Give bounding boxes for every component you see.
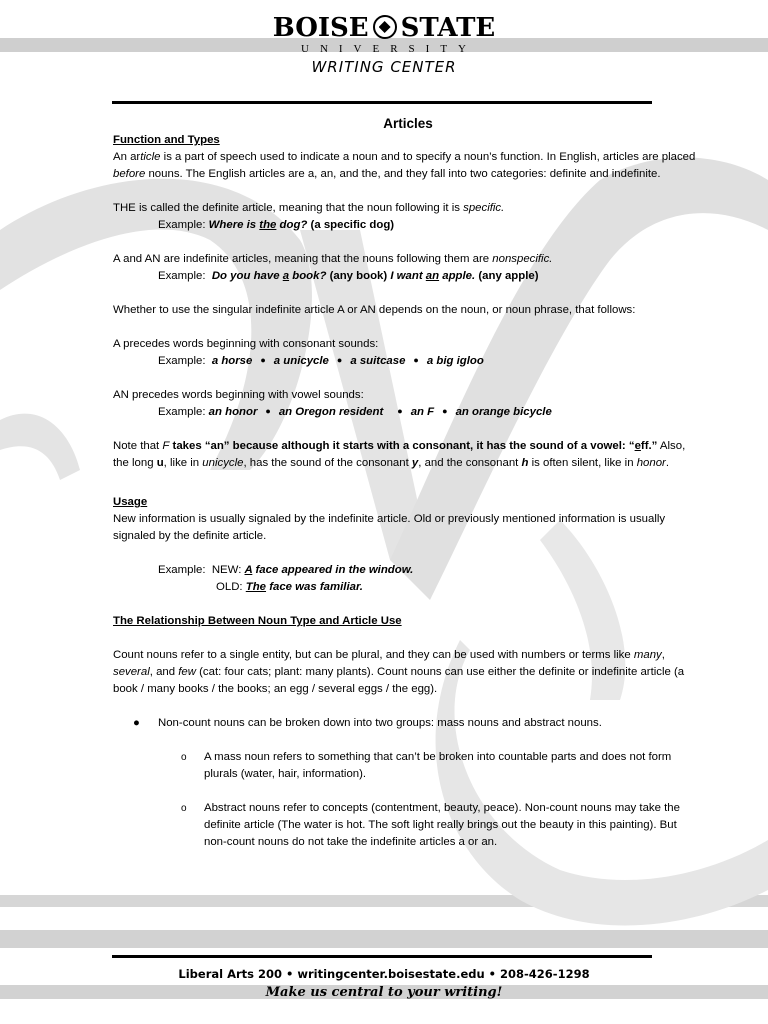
footer-contact: Liberal Arts 200 • writingcenter.boisestate.edu • 208-426-1298: [178, 967, 590, 981]
paragraph-note: Note that F takes “an” because although it starts with a consonant, it has the sound of a vowel: “eff.” Also, the long u, like in unicycle, has the sound of the consonant y, and the consonant h is often silent, like in honor.: [113, 440, 686, 469]
section-heading-usage: Usage: [113, 496, 148, 508]
bullet-list: [113, 715, 703, 732]
example-old: OLD: The face was familiar.: [216, 581, 363, 593]
paragraph-usage: New information is usually signaled by the indefinite article. Old or previously mentioned information is usually signaled by the definite article.: [113, 513, 666, 542]
list-item: ● Non-count nouns can be broken down into two groups: mass nouns and abstract nouns.: [133, 717, 602, 729]
logo-state: STATE: [400, 13, 496, 43]
logo-writing-center: WRITING CENTER: [311, 58, 457, 76]
sub-bullet-list: [113, 800, 703, 851]
header-rule: [112, 101, 652, 104]
example-consonant: Example: a horse ● a unicycle ● a suitcase ● a big igloo: [158, 355, 484, 367]
footer: [0, 966, 768, 1002]
paragraph-whether: Whether to use the singular indefinite article A or AN depends on the noun, or noun phrase, that follows:: [113, 304, 636, 316]
paragraph-intro: An article is a part of speech used to indicate a noun and to specify a noun’s function. In English, articles are placed before nouns. The English articles are a, an, and the, and they fall into two categories: definite and indefinite.: [113, 151, 696, 180]
example-indefinite: Example: Do you have a book? (any book) I want an apple. (any apple): [158, 270, 539, 282]
paragraph-definite: THE is called the definite article, meaning that the noun following it is specific.: [113, 202, 505, 214]
example-definite: Example: Where is the dog? (a specific dog): [158, 219, 395, 231]
footer-rule: [112, 955, 652, 958]
example-vowel: Example: an honor ● an Oregon resident ● an F ● an orange bicycle: [158, 406, 552, 418]
list-item: o A mass noun refers to something that can’t be broken into countable parts and does not form plurals (water, hair, information).: [181, 751, 672, 780]
seal-icon: [373, 15, 397, 39]
paragraph-vowel: AN precedes words beginning with vowel sounds:: [113, 389, 364, 401]
page-title: Articles: [383, 116, 433, 131]
section-heading-relationship: The Relationship Between Noun Type and Article Use: [113, 615, 402, 627]
logo-university: UNIVERSITY: [301, 43, 477, 55]
document-body: [113, 115, 703, 851]
paragraph-consonant: A precedes words beginning with consonant sounds:: [113, 338, 379, 350]
footer-tagline: Make us central to your writing!: [265, 985, 503, 1000]
logo-boise: BOISE: [272, 13, 369, 43]
paragraph-indefinite: A and AN are indefinite articles, meaning that the nouns following them are nonspecific.: [113, 253, 553, 265]
example-new: Example: NEW: A face appeared in the window.: [158, 564, 414, 576]
paragraph-count-nouns: Count nouns refer to a single entity, but can be plural, and they can be used with numbers or terms like many, several, and few (cat: four cats; plant: many plants). Count nouns can use either the definite or indefinite article (a book / many books / the books; an egg / several eggs / the egg).: [113, 649, 685, 695]
header-logo: [0, 14, 768, 77]
sub-bullet-list: [113, 749, 703, 783]
section-heading-function: Function and Types: [113, 134, 220, 146]
list-item: o Abstract nouns refer to concepts (contentment, beauty, peace). Non-count nouns may take the definite article (The water is hot. The soft light really brings out the beauty in this painting). But non-count nouns do not take the indefinite articles a or an.: [181, 802, 680, 848]
